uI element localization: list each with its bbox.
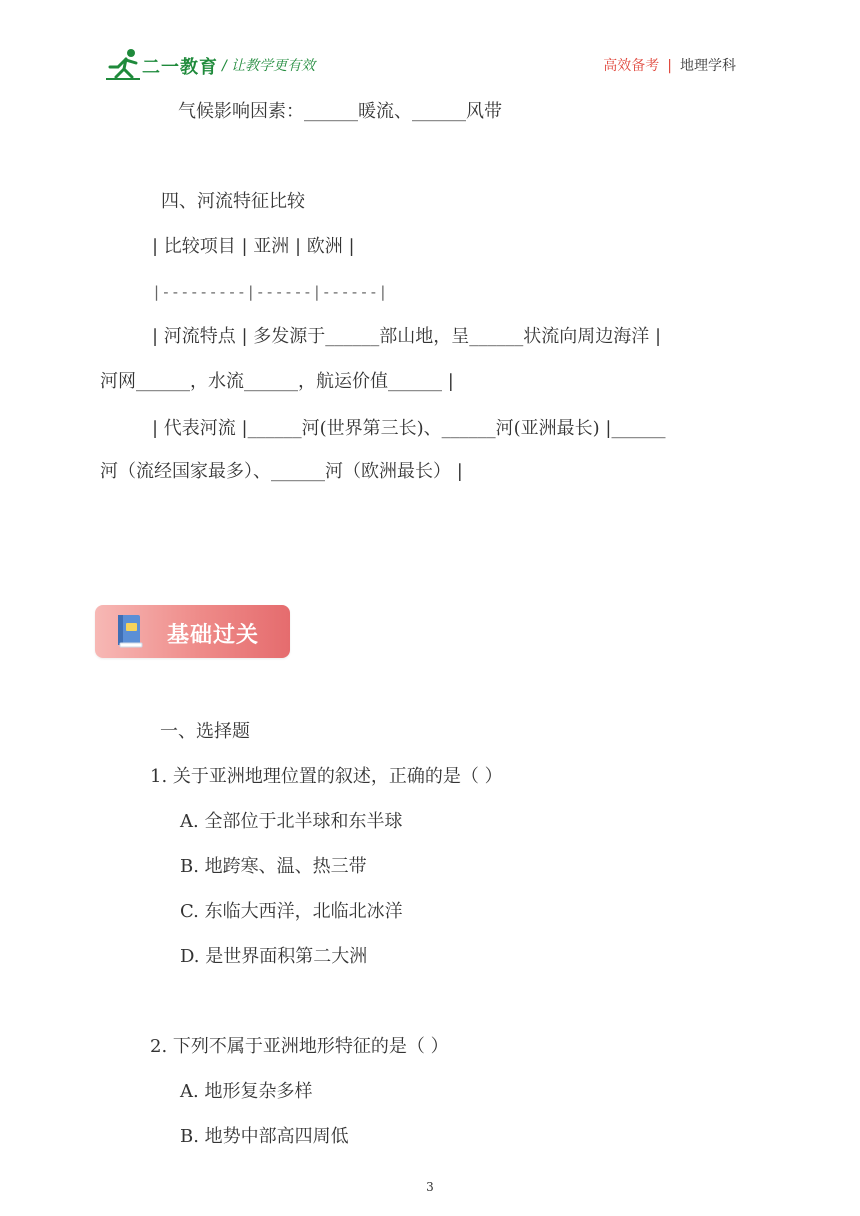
logo-text: 二一教育 xyxy=(142,57,218,78)
river-features-row-cont: 河网______，水流______，航运价值______ | xyxy=(100,371,454,392)
running-person-icon xyxy=(104,47,144,81)
question-2-stem: 2. 下列不属于亚洲地形特征的是（ ） xyxy=(150,1036,449,1057)
book-icon xyxy=(115,613,145,649)
exam-prep-label: 高效备考 xyxy=(603,58,660,74)
slogan: / 让教学更有效 xyxy=(222,58,316,74)
question-1-option-a: A. 全部位于北半球和东半球 xyxy=(180,811,403,832)
subject-label: 地理学科 xyxy=(680,58,736,74)
question-1-stem: 1. 关于亚洲地理位置的叙述，正确的是（ ） xyxy=(150,766,503,787)
river-features-row: | 河流特点 | 多发源于______部山地，呈______状流向周边海洋 | xyxy=(152,326,662,347)
banner-title: 基础过关 xyxy=(167,623,260,648)
table-divider-row: |---------|------|------| xyxy=(152,283,388,301)
question-1-option-d: D. 是世界面积第二大洲 xyxy=(180,946,368,967)
table-header-row: | 比较项目 | 亚洲 | 欧洲 | xyxy=(152,236,355,257)
quiz-section-title: 一、选择题 xyxy=(160,721,250,742)
question-1-option-b: B. 地跨寒、温、热三带 xyxy=(180,856,367,877)
question-2-option-a: A. 地形复杂多样 xyxy=(180,1081,313,1102)
section-4-title: 四、河流特征比较 xyxy=(161,191,305,212)
header-subject-tag xyxy=(603,55,736,75)
question-2-option-b: B. 地势中部高四周低 xyxy=(180,1126,349,1147)
header-separator: | xyxy=(667,58,672,74)
page-number: 3 xyxy=(426,1180,434,1194)
climate-factors-line: 气候影响因素：______暖流、______风带 xyxy=(178,101,502,122)
section-banner xyxy=(95,605,290,658)
representative-rivers-row: | 代表河流 |______河(世界第三长)、______河(亚洲最长) |______ xyxy=(152,418,666,439)
representative-rivers-row-cont: 河（流经国家最多）、______河（欧洲最长） | xyxy=(100,461,463,482)
question-1-option-c: C. 东临大西洋，北临北冰洋 xyxy=(180,901,403,922)
